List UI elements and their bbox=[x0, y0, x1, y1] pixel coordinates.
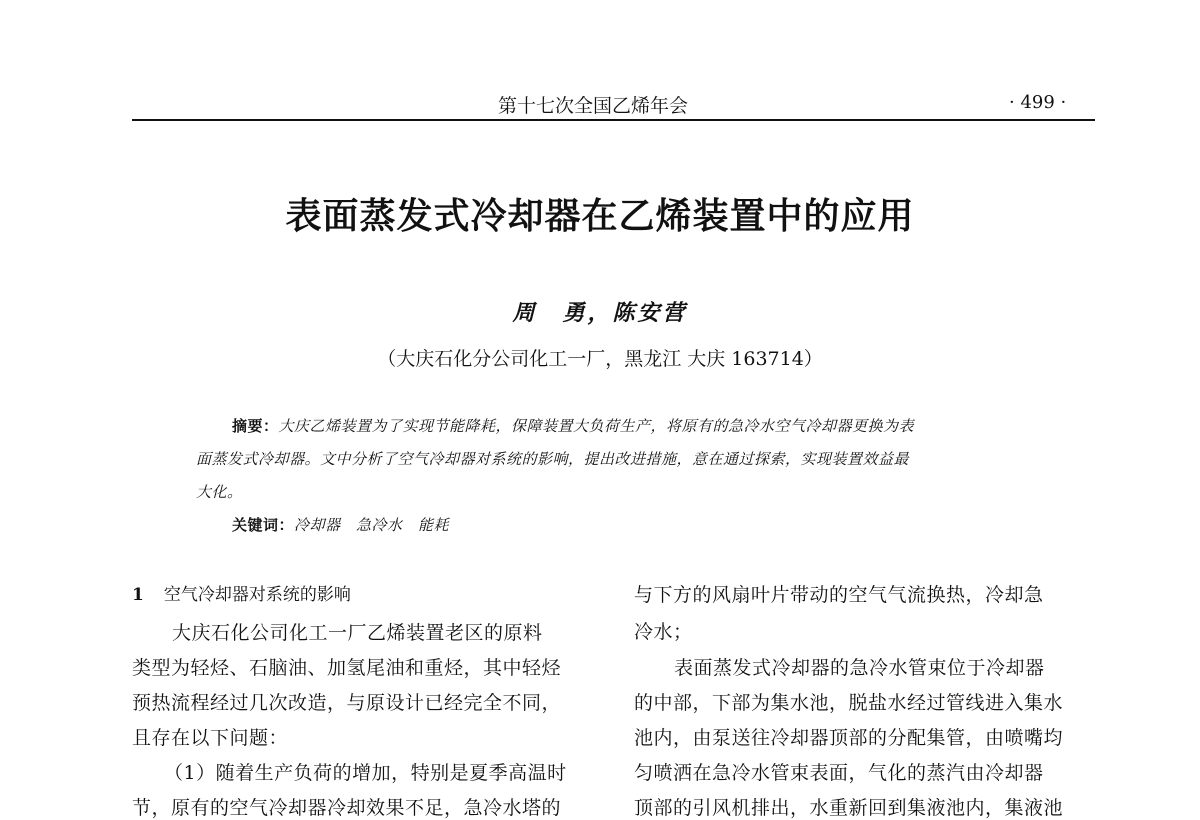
abstract-line-2: 面蒸发式冷却器。文中分析了空气冷却器对系统的影响，提出改进措施，意在通过探索，实现装置效益最 bbox=[196, 450, 910, 468]
left-col-line: 预热流程经过几次改造，与原设计已经完全不同， bbox=[132, 692, 562, 714]
left-col-line: （1）随着生产负荷的增加，特别是夏季高温时 bbox=[164, 762, 567, 784]
keywords-label: 关键词： bbox=[232, 516, 295, 534]
running-header-title: 第十七次全国乙烯年会 bbox=[498, 95, 689, 117]
right-col-line: 匀喷洒在急冷水管束表面，气化的蒸汽由冷却器 bbox=[634, 762, 1044, 784]
abstract-label: 摘要： bbox=[232, 417, 279, 435]
page-number: · 499 · bbox=[1009, 92, 1067, 113]
left-col-line: 大庆石化公司化工一厂乙烯装置老区的原料 bbox=[172, 622, 543, 644]
left-col-line: 节，原有的空气冷却器冷却效果不足，急冷水塔的 bbox=[132, 797, 562, 819]
right-col-line: 的中部，下部为集水池，脱盐水经过管线进入集水 bbox=[634, 692, 1064, 714]
left-col-line: 且存在以下问题： bbox=[132, 727, 289, 749]
right-col-line: 冷水； bbox=[634, 621, 693, 643]
right-col-line: 顶部的引风机排出，水重新回到集液池内，集液池 bbox=[634, 797, 1064, 819]
header-rule bbox=[132, 119, 1095, 121]
paper-authors: 周 勇，陈安营 bbox=[512, 300, 688, 326]
keywords-text: 冷却器 急冷水 能耗 bbox=[294, 516, 450, 534]
abstract-text-1: 大庆乙烯装置为了实现节能降耗，保障装置大负荷生产，将原有的急冷水空气冷却器更换为表 bbox=[278, 417, 915, 435]
keywords-line bbox=[232, 514, 449, 535]
left-col-line: 类型为轻烃、石脑油、加氢尾油和重烃，其中轻烃 bbox=[132, 657, 562, 679]
right-col-line: 池内，由泵送往冷却器顶部的分配集管，由喷嘴均 bbox=[634, 727, 1064, 749]
right-col-line: 与下方的风扇叶片带动的空气气流换热，冷却急 bbox=[634, 584, 1044, 606]
section-heading bbox=[132, 580, 351, 605]
right-col-line: 表面蒸发式冷却器的急冷水管束位于冷却器 bbox=[674, 657, 1045, 679]
abstract-line-3: 大化。 bbox=[196, 483, 243, 501]
paper-affiliation: （大庆石化分公司化工一厂，黑龙江 大庆 163714） bbox=[377, 348, 823, 370]
section-number: 1 bbox=[132, 585, 144, 605]
section-title: 空气冷却器对系统的影响 bbox=[163, 585, 351, 605]
abstract-line-1 bbox=[232, 415, 914, 436]
paper-title: 表面蒸发式冷却器在乙烯装置中的应用 bbox=[285, 196, 915, 237]
